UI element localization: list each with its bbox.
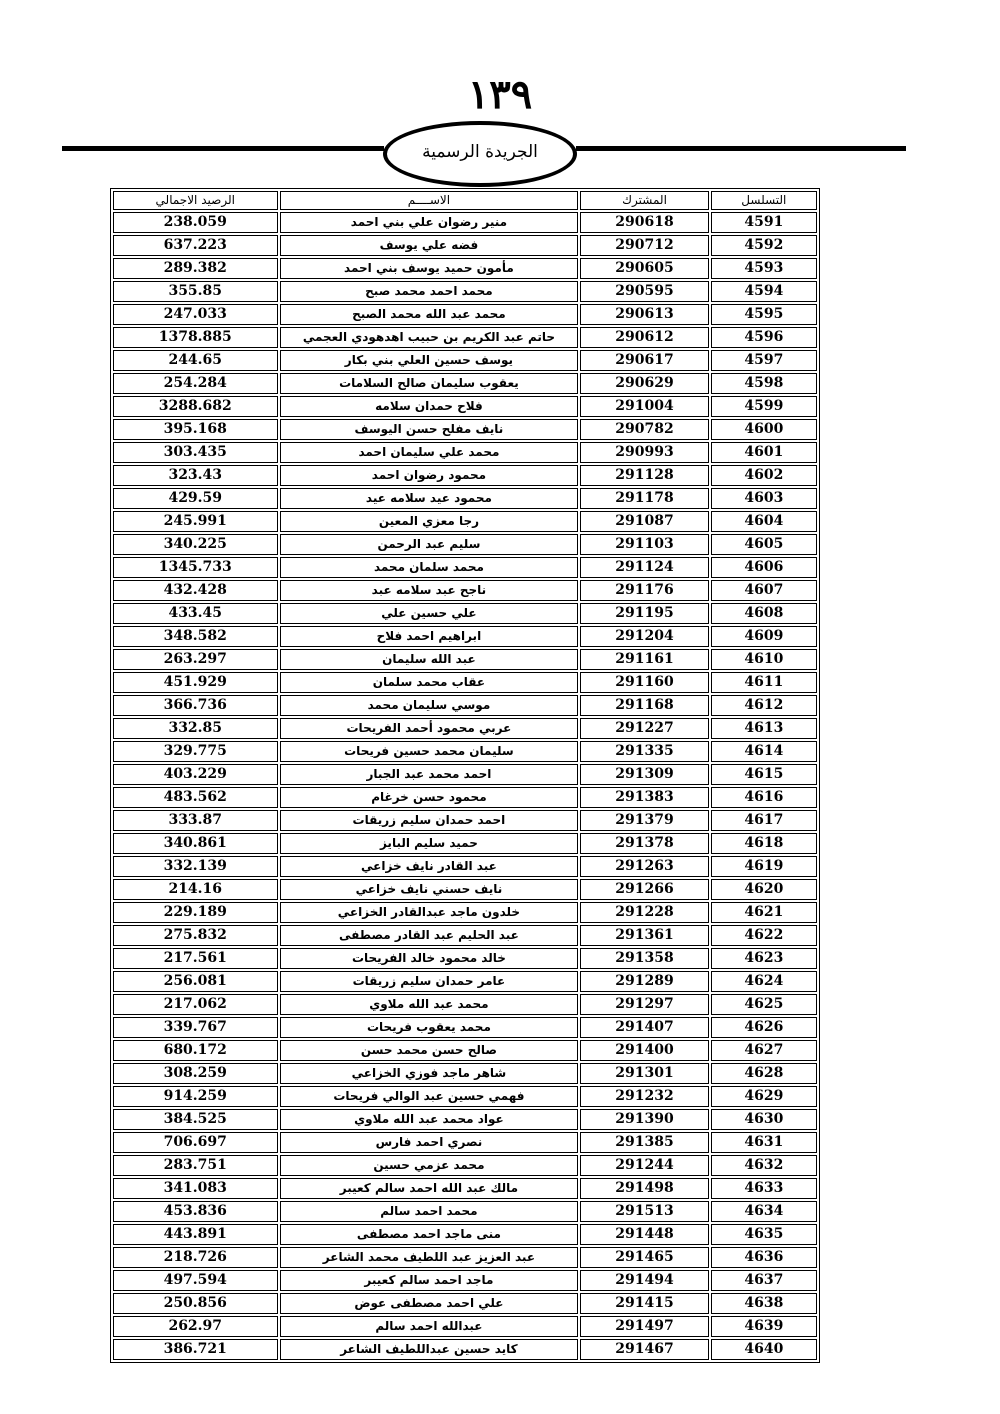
- balance-cell: 289.382: [113, 258, 278, 279]
- table-row: [113, 1063, 817, 1084]
- balance-cell: 333.87: [113, 810, 278, 831]
- balance-cell: 303.435: [113, 442, 278, 463]
- table-row: [113, 488, 817, 509]
- name-cell: منى ماجد احمد مصطفى: [280, 1224, 579, 1245]
- balance-cell: 3288.682: [113, 396, 278, 417]
- serial-cell: 4639: [711, 1316, 817, 1337]
- name-cell: يعقوب سليمان صالح السلامات: [280, 373, 579, 394]
- balance-cell: 339.767: [113, 1017, 278, 1038]
- subscriber-cell: 291494: [580, 1270, 708, 1291]
- table-row: [113, 672, 817, 693]
- subscriber-cell: 290993: [580, 442, 708, 463]
- serial-cell: 4611: [711, 672, 817, 693]
- table-row: [113, 1086, 817, 1107]
- subscriber-cell: 291124: [580, 557, 708, 578]
- table-row: [113, 1270, 817, 1291]
- table-row: [113, 281, 817, 302]
- name-cell: منير رضوان علي بني احمد: [280, 212, 579, 233]
- name-cell: نصري احمد فارس: [280, 1132, 579, 1153]
- balance-cell: 217.561: [113, 948, 278, 969]
- serial-cell: 4619: [711, 856, 817, 877]
- balance-cell: 329.775: [113, 741, 278, 762]
- table-row: [113, 396, 817, 417]
- table-row: [113, 419, 817, 440]
- balance-cell: 229.189: [113, 902, 278, 923]
- subscriber-cell: 291266: [580, 879, 708, 900]
- name-cell: محمد علي سليمان احمد: [280, 442, 579, 463]
- table-row: [113, 258, 817, 279]
- table-row: [113, 787, 817, 808]
- table-row: [113, 1339, 817, 1360]
- name-cell: صالح حسن محمد حسن: [280, 1040, 579, 1061]
- table-row: [113, 879, 817, 900]
- subscriber-cell: 291513: [580, 1201, 708, 1222]
- name-cell: احمد محمد عبد الجبار: [280, 764, 579, 785]
- balance-cell: 386.721: [113, 1339, 278, 1360]
- table-row: [113, 718, 817, 739]
- subscriber-cell: 291415: [580, 1293, 708, 1314]
- name-cell: نايف حسني نايف خزاعي: [280, 879, 579, 900]
- name-cell: نايف مفلح حسن اليوسف: [280, 419, 579, 440]
- balance-cell: 238.059: [113, 212, 278, 233]
- table-row: [113, 856, 817, 877]
- serial-cell: 4601: [711, 442, 817, 463]
- serial-cell: 4594: [711, 281, 817, 302]
- serial-cell: 4598: [711, 373, 817, 394]
- serial-cell: 4613: [711, 718, 817, 739]
- serial-cell: 4629: [711, 1086, 817, 1107]
- subscriber-cell: 291407: [580, 1017, 708, 1038]
- name-cell: عقاب محمد سلمان: [280, 672, 579, 693]
- balance-cell: 1378.885: [113, 327, 278, 348]
- subscriber-cell: 291004: [580, 396, 708, 417]
- header-serial: التسلسل: [711, 191, 817, 210]
- subscriber-cell: 291128: [580, 465, 708, 486]
- name-cell: عبد القادر نايف خزاعي: [280, 856, 579, 877]
- name-cell: محمد احمد محمد صبح: [280, 281, 579, 302]
- serial-cell: 4630: [711, 1109, 817, 1130]
- name-cell: محمد احمد سالم: [280, 1201, 579, 1222]
- balance-cell: 403.229: [113, 764, 278, 785]
- serial-cell: 4631: [711, 1132, 817, 1153]
- balance-cell: 348.582: [113, 626, 278, 647]
- table-row: [113, 235, 817, 256]
- balance-cell: 332.85: [113, 718, 278, 739]
- serial-cell: 4634: [711, 1201, 817, 1222]
- balance-cell: 308.259: [113, 1063, 278, 1084]
- name-cell: ماجد احمد سالم كعيبر: [280, 1270, 579, 1291]
- table-row: [113, 304, 817, 325]
- name-cell: عبد الله سليمان: [280, 649, 579, 670]
- balance-cell: 275.832: [113, 925, 278, 946]
- subscriber-cell: 291178: [580, 488, 708, 509]
- name-cell: فهمي حسين عبد الوالي فريحات: [280, 1086, 579, 1107]
- subscriber-cell: 291297: [580, 994, 708, 1015]
- table-row: [113, 764, 817, 785]
- serial-cell: 4615: [711, 764, 817, 785]
- name-cell: خالد محمود خالد الفريحات: [280, 948, 579, 969]
- serial-cell: 4591: [711, 212, 817, 233]
- serial-cell: 4599: [711, 396, 817, 417]
- balance-cell: 366.736: [113, 695, 278, 716]
- table-row: [113, 971, 817, 992]
- name-cell: عواد محمد عبد الله ملاوي: [280, 1109, 579, 1130]
- header-subscriber: المشترك: [580, 191, 708, 210]
- balance-cell: 637.223: [113, 235, 278, 256]
- name-cell: عربي محمود أحمد الفريحات: [280, 718, 579, 739]
- serial-cell: 4596: [711, 327, 817, 348]
- serial-cell: 4616: [711, 787, 817, 808]
- name-cell: محمد عزمي حسين: [280, 1155, 579, 1176]
- subscriber-cell: 291087: [580, 511, 708, 532]
- gazette-title: الجريدة الرسمية: [422, 142, 538, 162]
- page-number: ١٣٩: [467, 71, 533, 118]
- subscriber-cell: 291289: [580, 971, 708, 992]
- table-row: [113, 1178, 817, 1199]
- subscriber-cell: 291195: [580, 603, 708, 624]
- name-cell: عبد الحليم عبد القادر مصطفى: [280, 925, 579, 946]
- subscriber-cell: 291103: [580, 534, 708, 555]
- balance-cell: 256.081: [113, 971, 278, 992]
- serial-cell: 4604: [711, 511, 817, 532]
- header-rule-right: [576, 146, 906, 151]
- serial-cell: 4605: [711, 534, 817, 555]
- subscriber-cell: 291160: [580, 672, 708, 693]
- serial-cell: 4633: [711, 1178, 817, 1199]
- subscriber-cell: 291176: [580, 580, 708, 601]
- serial-cell: 4632: [711, 1155, 817, 1176]
- table-row: [113, 741, 817, 762]
- subscriber-cell: 291465: [580, 1247, 708, 1268]
- subscriber-cell: 291301: [580, 1063, 708, 1084]
- serial-cell: 4620: [711, 879, 817, 900]
- table-row: [113, 465, 817, 486]
- table-row: [113, 350, 817, 371]
- balance-cell: 680.172: [113, 1040, 278, 1061]
- subscriber-cell: 290629: [580, 373, 708, 394]
- serial-cell: 4593: [711, 258, 817, 279]
- subscriber-cell: 291358: [580, 948, 708, 969]
- balance-cell: 332.139: [113, 856, 278, 877]
- name-cell: عبدالله احمد سالم: [280, 1316, 579, 1337]
- balance-cell: 341.083: [113, 1178, 278, 1199]
- table-row: [113, 1224, 817, 1245]
- balance-cell: 214.16: [113, 879, 278, 900]
- name-cell: محمد يعقوب فريحات: [280, 1017, 579, 1038]
- serial-cell: 4625: [711, 994, 817, 1015]
- table-row: [113, 557, 817, 578]
- table-row: [113, 1017, 817, 1038]
- name-cell: شاهر ماجد فوزي الخزاعي: [280, 1063, 579, 1084]
- name-cell: علي احمد مصطفى عوض: [280, 1293, 579, 1314]
- subscriber-cell: 290617: [580, 350, 708, 371]
- table-row: [113, 603, 817, 624]
- table-row: [113, 1109, 817, 1130]
- serial-cell: 4603: [711, 488, 817, 509]
- table-row: [113, 442, 817, 463]
- balance-cell: 384.525: [113, 1109, 278, 1130]
- table-row: [113, 1293, 817, 1314]
- serial-cell: 4638: [711, 1293, 817, 1314]
- table-row: [113, 327, 817, 348]
- subscriber-cell: 290712: [580, 235, 708, 256]
- subscriber-cell: 291497: [580, 1316, 708, 1337]
- serial-cell: 4640: [711, 1339, 817, 1360]
- table-row: [113, 534, 817, 555]
- subscriber-cell: 291383: [580, 787, 708, 808]
- table-row: [113, 902, 817, 923]
- name-cell: احمد حمدان سليم زريقات: [280, 810, 579, 831]
- name-cell: سليم عبد الرحمن: [280, 534, 579, 555]
- serial-cell: 4602: [711, 465, 817, 486]
- header-rule-left: [62, 146, 384, 151]
- serial-cell: 4612: [711, 695, 817, 716]
- balance-cell: 395.168: [113, 419, 278, 440]
- table-row: [113, 626, 817, 647]
- balance-cell: 483.562: [113, 787, 278, 808]
- serial-cell: 4628: [711, 1063, 817, 1084]
- subscriber-cell: 291400: [580, 1040, 708, 1061]
- serial-cell: 4635: [711, 1224, 817, 1245]
- balance-cell: 247.033: [113, 304, 278, 325]
- balance-cell: 706.697: [113, 1132, 278, 1153]
- subscriber-cell: 291335: [580, 741, 708, 762]
- table-row: [113, 948, 817, 969]
- table-row: [113, 810, 817, 831]
- serial-cell: 4595: [711, 304, 817, 325]
- balance-cell: 453.836: [113, 1201, 278, 1222]
- name-cell: محمود رضوان احمد: [280, 465, 579, 486]
- name-cell: محمد عبد الله محمد الصبح: [280, 304, 579, 325]
- balance-cell: 244.65: [113, 350, 278, 371]
- table-row: [113, 695, 817, 716]
- subscriber-cell: 290613: [580, 304, 708, 325]
- subscriber-cell: 291228: [580, 902, 708, 923]
- table-row: [113, 580, 817, 601]
- subscriber-cell: 291378: [580, 833, 708, 854]
- header-name: الاســــم: [280, 191, 579, 210]
- name-cell: علي حسين علي: [280, 603, 579, 624]
- balance-cell: 914.259: [113, 1086, 278, 1107]
- table-header-row: [113, 191, 817, 210]
- table-row: [113, 373, 817, 394]
- subscriber-cell: 291263: [580, 856, 708, 877]
- serial-cell: 4606: [711, 557, 817, 578]
- serial-cell: 4636: [711, 1247, 817, 1268]
- name-cell: يوسف حسين العلي بني بكار: [280, 350, 579, 371]
- balance-cell: 250.856: [113, 1293, 278, 1314]
- serial-cell: 4623: [711, 948, 817, 969]
- table-row: [113, 511, 817, 532]
- subscriber-cell: 291232: [580, 1086, 708, 1107]
- table-row: [113, 994, 817, 1015]
- balance-cell: 340.225: [113, 534, 278, 555]
- serial-cell: 4609: [711, 626, 817, 647]
- table-row: [113, 1247, 817, 1268]
- serial-cell: 4626: [711, 1017, 817, 1038]
- serial-cell: 4610: [711, 649, 817, 670]
- balance-cell: 218.726: [113, 1247, 278, 1268]
- subscriber-cell: 291309: [580, 764, 708, 785]
- subscriber-cell: 290595: [580, 281, 708, 302]
- name-cell: عامر حمدان سليم زريقات: [280, 971, 579, 992]
- subscriber-cell: 290612: [580, 327, 708, 348]
- name-cell: مأمون حميد يوسف بني احمد: [280, 258, 579, 279]
- serial-cell: 4637: [711, 1270, 817, 1291]
- balance-cell: 340.861: [113, 833, 278, 854]
- serial-cell: 4600: [711, 419, 817, 440]
- table-row: [113, 833, 817, 854]
- table-row: [113, 1040, 817, 1061]
- serial-cell: 4597: [711, 350, 817, 371]
- name-cell: حميد سليم البايز: [280, 833, 579, 854]
- serial-cell: 4618: [711, 833, 817, 854]
- balance-cell: 283.751: [113, 1155, 278, 1176]
- name-cell: كايد حسين عبداللطيف الشاعر: [280, 1339, 579, 1360]
- subscriber-cell: 291498: [580, 1178, 708, 1199]
- subscriber-cell: 291168: [580, 695, 708, 716]
- table-row: [113, 1132, 817, 1153]
- subscriber-cell: 291379: [580, 810, 708, 831]
- name-cell: رجا معزي المعين: [280, 511, 579, 532]
- name-cell: سليمان محمد حسين فريحات: [280, 741, 579, 762]
- name-cell: موسي سليمان محمد: [280, 695, 579, 716]
- name-cell: مالك عبد الله احمد سالم كعيبر: [280, 1178, 579, 1199]
- serial-cell: 4622: [711, 925, 817, 946]
- serial-cell: 4617: [711, 810, 817, 831]
- serial-cell: 4607: [711, 580, 817, 601]
- subscriber-cell: 291244: [580, 1155, 708, 1176]
- balance-cell: 217.062: [113, 994, 278, 1015]
- balance-cell: 245.991: [113, 511, 278, 532]
- balance-cell: 262.97: [113, 1316, 278, 1337]
- subscriber-cell: 290618: [580, 212, 708, 233]
- subscriber-cell: 291161: [580, 649, 708, 670]
- subscriber-cell: 291467: [580, 1339, 708, 1360]
- table-row: [113, 649, 817, 670]
- table-row: [113, 1155, 817, 1176]
- subscriber-cell: 290782: [580, 419, 708, 440]
- name-cell: محمود عيد سلامه عيد: [280, 488, 579, 509]
- table-row: [113, 1316, 817, 1337]
- balance-cell: 451.929: [113, 672, 278, 693]
- name-cell: حاتم عبد الكريم بن حبيب اهدهودي العجمي: [280, 327, 579, 348]
- subscriber-cell: 291385: [580, 1132, 708, 1153]
- serial-cell: 4608: [711, 603, 817, 624]
- name-cell: فلاح حمدان سلامه: [280, 396, 579, 417]
- subscriber-cell: 291361: [580, 925, 708, 946]
- table-row: [113, 1201, 817, 1222]
- balance-cell: 323.43: [113, 465, 278, 486]
- balance-cell: 433.45: [113, 603, 278, 624]
- subscriber-cell: 291227: [580, 718, 708, 739]
- serial-cell: 4592: [711, 235, 817, 256]
- balance-cell: 355.85: [113, 281, 278, 302]
- balance-cell: 429.59: [113, 488, 278, 509]
- subscriber-cell: 290605: [580, 258, 708, 279]
- table-body: [113, 212, 817, 1360]
- name-cell: ابراهيم احمد فلاح: [280, 626, 579, 647]
- balance-cell: 263.297: [113, 649, 278, 670]
- balance-cell: 254.284: [113, 373, 278, 394]
- balance-cell: 443.891: [113, 1224, 278, 1245]
- serial-cell: 4627: [711, 1040, 817, 1061]
- balance-cell: 432.428: [113, 580, 278, 601]
- serial-cell: 4621: [711, 902, 817, 923]
- name-cell: فضه علي يوسف: [280, 235, 579, 256]
- subscriber-cell: 291448: [580, 1224, 708, 1245]
- name-cell: ناجح عبد سلامه عبد: [280, 580, 579, 601]
- subscriber-cell: 291390: [580, 1109, 708, 1130]
- name-cell: محمود حسن خرغام: [280, 787, 579, 808]
- header-balance: الرصيد الاجمالي: [113, 191, 278, 210]
- balance-cell: 1345.733: [113, 557, 278, 578]
- name-cell: خلدون ماجد عبدالقادر الخزاعي: [280, 902, 579, 923]
- table-row: [113, 925, 817, 946]
- name-cell: محمد سلمان محمد: [280, 557, 579, 578]
- serial-cell: 4624: [711, 971, 817, 992]
- table-row: [113, 212, 817, 233]
- subscriber-balance-table: [110, 188, 820, 1363]
- name-cell: محمد عبد الله ملاوي: [280, 994, 579, 1015]
- serial-cell: 4614: [711, 741, 817, 762]
- name-cell: عبد العزيز عبد اللطيف محمد الشاعر: [280, 1247, 579, 1268]
- subscriber-cell: 291204: [580, 626, 708, 647]
- balance-cell: 497.594: [113, 1270, 278, 1291]
